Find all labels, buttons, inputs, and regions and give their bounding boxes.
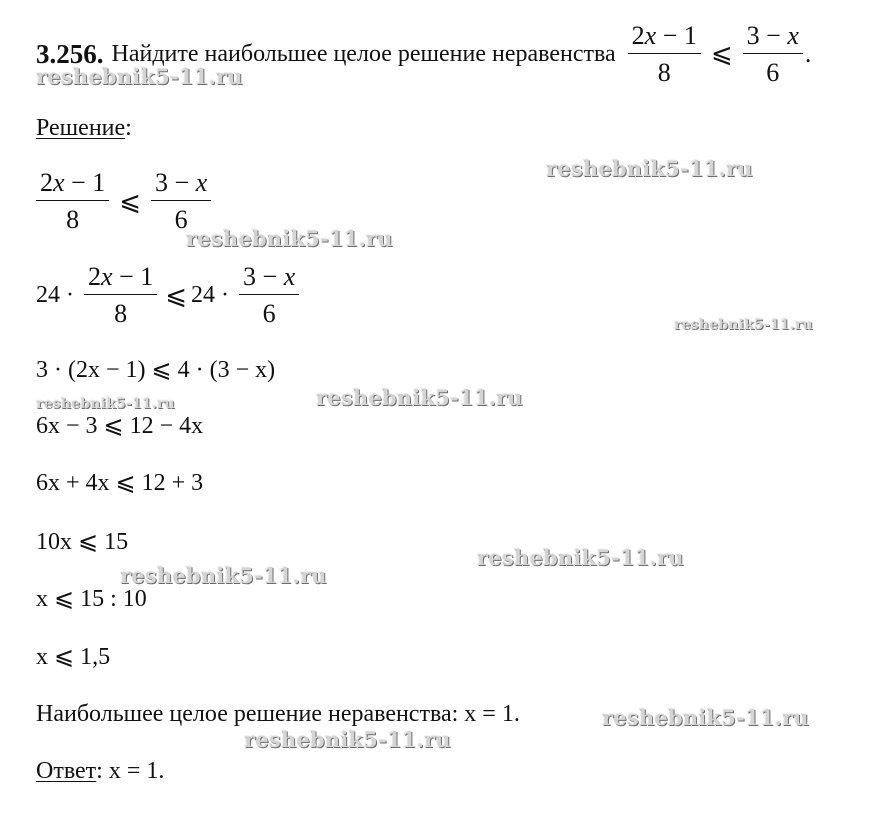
watermark: reshebnik5-11.ru [36, 396, 175, 412]
step-6: 10x ⩽ 15 [36, 529, 129, 555]
step2-fraction-right [239, 262, 299, 329]
watermark: reshebnik5-11.ru [602, 705, 809, 730]
step-8: x ⩽ 1,5 [36, 644, 111, 670]
step-1 [36, 168, 211, 235]
frac-num-var: x [195, 168, 208, 197]
frac-num-var: x [644, 20, 657, 50]
step-4: 6x − 3 ⩽ 12 − 4x [36, 413, 204, 439]
frac-den: 6 [766, 57, 780, 87]
frac-num-var: x [283, 262, 296, 291]
step-3: 3 · (2x − 1) ⩽ 4 · (3 − x) [36, 357, 276, 383]
frac-num-var: x [101, 262, 113, 291]
step-2 [36, 262, 299, 329]
conclusion: Наибольшее целое решение неравенства: x = 1. [36, 701, 520, 727]
frac-num-b: − 1 [112, 262, 154, 291]
frac-den: 6 [262, 299, 276, 328]
frac-num-a: 2 [40, 168, 53, 197]
frac-num-a: 2 [631, 20, 645, 50]
frac-num-a: 3 − [243, 262, 284, 291]
problem-fraction-right [743, 21, 803, 88]
problem-number: 3.256. [36, 38, 104, 69]
solution-colon: : [125, 115, 132, 141]
step-7: x ⩽ 15 : 10 [36, 586, 147, 612]
answer-label: Ответ [36, 758, 97, 784]
problem-text: Найдите наибольшее целое решение неравенства [111, 40, 616, 67]
problem-relation: ⩽ [710, 39, 733, 68]
frac-num-var: x [53, 168, 65, 197]
problem-fraction-left [628, 21, 701, 88]
step2-coef-right: 24 · [191, 282, 230, 308]
step1-fraction-left [36, 168, 109, 235]
watermark: reshebnik5-11.ru [186, 226, 393, 251]
step1-relation: ⩽ [119, 186, 142, 216]
frac-num-var: x [787, 20, 799, 50]
watermark: reshebnik5-11.ru [477, 545, 684, 570]
watermark: reshebnik5-11.ru [244, 727, 451, 752]
step2-relation: ⩽ [165, 280, 188, 310]
frac-num-b: − 1 [64, 168, 106, 197]
solution-heading [36, 114, 132, 142]
frac-den: 6 [174, 205, 188, 234]
frac-num-b: − 1 [656, 20, 697, 50]
solution-label: Решение [36, 115, 126, 141]
step1-fraction-right [151, 168, 211, 235]
step-5: 6x + 4x ⩽ 12 + 3 [36, 470, 204, 496]
watermark: reshebnik5-11.ru [36, 64, 243, 89]
watermark: reshebnik5-11.ru [546, 156, 753, 181]
answer-value: : x = 1. [96, 758, 165, 784]
frac-den: 8 [114, 299, 128, 328]
watermark: reshebnik5-11.ru [120, 563, 327, 588]
step2-fraction-left [84, 262, 157, 329]
step2-coef-left: 24 · [36, 282, 74, 308]
frac-den: 8 [657, 57, 671, 87]
frac-num-a: 2 [88, 262, 101, 291]
frac-num-a: 3 − [746, 20, 788, 50]
answer-line [36, 757, 164, 785]
frac-num-a: 3 − [155, 168, 196, 197]
watermark: reshebnik5-11.ru [674, 317, 813, 333]
watermark: reshebnik5-11.ru [316, 385, 523, 410]
problem-period: . [804, 39, 812, 68]
frac-den: 8 [66, 205, 80, 234]
